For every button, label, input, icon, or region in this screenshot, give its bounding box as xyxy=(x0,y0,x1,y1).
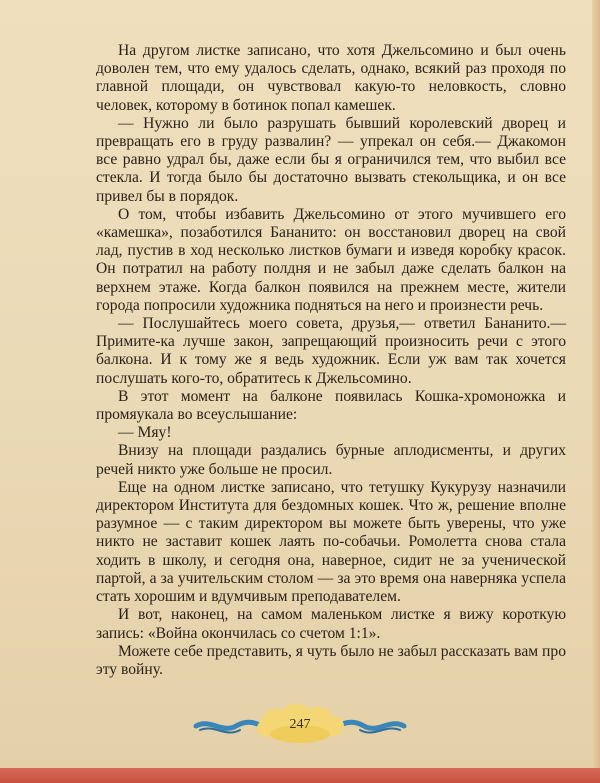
paragraph: — Нужно ли было разрушать бывший королевский дворец и превращать его в груду развалин? — упрекал он себя.— Джакомон все равно удрал бы, даже если бы я ограничился тем, что выбил все стекла. И тогда было бы достаточно вызвать стекольщика, и он все привел бы в порядок. xyxy=(96,114,566,205)
book-cover-edge xyxy=(0,768,600,783)
paragraph: О том, чтобы избавить Джельсомино от этого мучившего его «камешка», позаботился Бананито: он восстановил дворец на свой лад, пустив в ход несколько листков бумаги и изведя коробку красок. Он потратил на работу полдня и не забыл даже сделать балкон на верхнем этаже. Когда балкон появился на прежнем месте, жители города попросили художника подняться на него и произнести речь. xyxy=(96,205,566,314)
paragraph: Внизу на площади раздались бурные аплодисменты, и других речей никто уже больше не просил. xyxy=(96,442,566,478)
paragraph: Еще на одном листке записано, что тетушку Кукурузу назначили директором Института для бездомных кошек. Что ж, решение вполне разумное — с таким директором вы можете быть уверены, что уже никто не заставит кошек лаять по-собачьи. Ромолетта снова стала ходить в школу, и сегодня она, наверное, сидит не за ученической партой, а за учительским столом — за это время она наверняка успела стать хорошим и вдумчивым преподавателем. xyxy=(96,478,566,606)
ribbon-left-icon xyxy=(196,722,262,728)
paragraph: На другом листке записано, что хотя Джельсомино и был очень доволен тем, что ему удалось сделать, однако, всякий раз проходя по главной площади, он чувствовал какую-то неловкость, словно человек, которому в ботинок попал камешек. xyxy=(96,42,566,114)
paragraph: — Мяу! xyxy=(118,424,172,442)
paragraph: И вот, наконец, на самом маленьком листке я вижу короткую запись: «Война окончилась со счетом 1:1». xyxy=(96,606,566,642)
ribbon-right-icon xyxy=(338,722,404,728)
page-edge-right xyxy=(592,0,600,783)
paragraph: Можете себе представить, я чуть было не забыл рассказать вам про эту войну. xyxy=(96,642,566,678)
text-block xyxy=(96,42,566,679)
page-number: 247 xyxy=(289,717,311,732)
paragraph: В этот момент на балконе появилась Кошка-хромоножка и промяукала во всеуслышание: xyxy=(96,387,566,424)
paragraph: — Послушайтесь моего совета, друзья,— ответил Бананито.— Примите-ка лучше закон, запрещающий произносить речи с этого балкона. И к тому же я ведь художник. Если уж вам так хочется послушать кого-то, обратитесь к Джельсомино. xyxy=(96,315,566,387)
